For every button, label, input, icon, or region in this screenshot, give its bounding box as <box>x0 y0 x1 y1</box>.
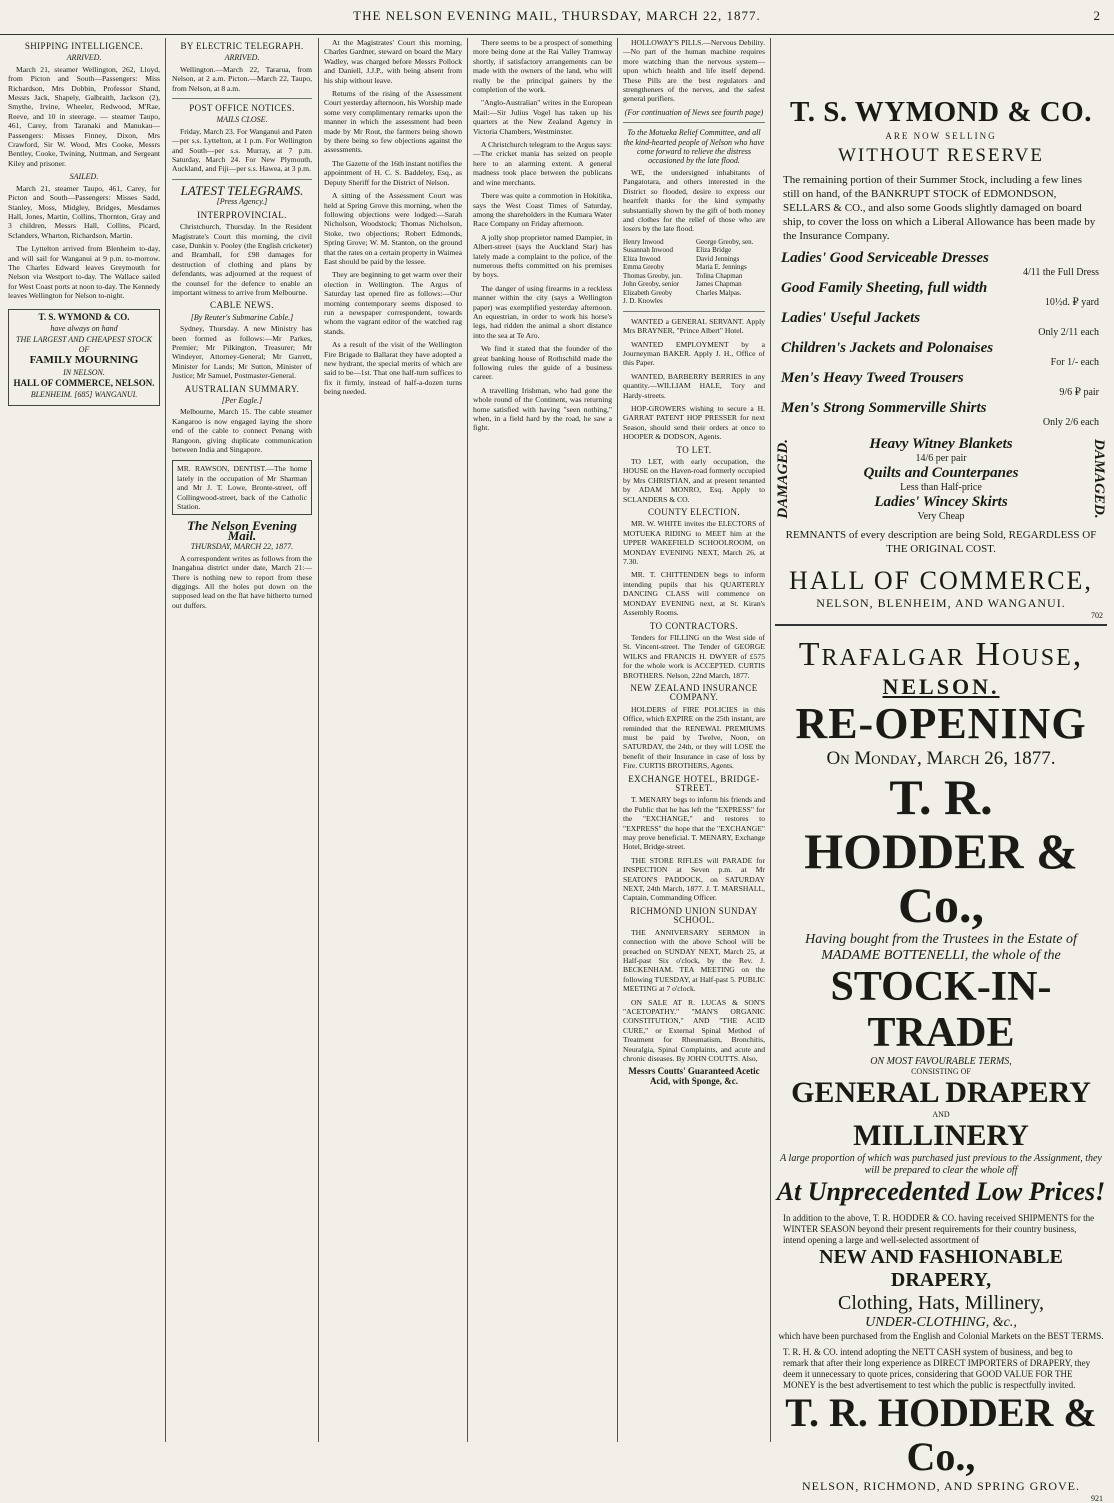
firm-name-footer: T. R. HODDER & Co., <box>785 1390 1097 1479</box>
news-paragraph: The danger of using firearms in a reckless manner within the city (says a Wellington paper) was exemplified yesterday afternoon. An equestrian, in order to work his horse's legs, had ridden the animal a short distance into the sea at Te Aro. <box>473 283 612 340</box>
shipping-heading: SHIPPING INTELLIGENCE. <box>24 41 144 51</box>
divider <box>623 122 765 123</box>
wymond-without-reserve: WITHOUT RESERVE <box>838 145 1044 166</box>
exchange-heading: EXCHANGE HOTEL, BRIDGE-STREET. <box>628 773 760 793</box>
sale-item-price: 9/6 ₽ pair <box>1059 387 1099 398</box>
column-telegraph <box>172 38 312 1442</box>
wymond-mourning-ad <box>8 309 160 406</box>
sale-item <box>775 399 1107 429</box>
column-rule <box>770 38 771 1442</box>
signatory-name: Emma Greoby <box>623 263 665 272</box>
damaged-label-right: DAMAGED. <box>1091 438 1107 519</box>
signatory-name: John Greoby, senior <box>623 280 680 289</box>
sale-item-name: Ladies' Good Serviceable Dresses <box>781 250 989 266</box>
relief-body: WE, the undersigned inhabitants of Pangatotara, and others interested in the District so flooded, desire to express our heartfelt thanks for the kind sympathy substantially shown by the gift of both money and clothes for the relief of those who are losers by the late flood. <box>623 167 765 234</box>
signatory-name: George Greoby, sen. <box>696 237 754 246</box>
richmond-text: THE ANNIVERSARY SERMON in connection with the above School will be preached on SUNDAY NEXT, March 25, at Half-past Six o'clock, by the Rev. J. BECKENHAM. TEA MEETING on the following TUESDAY, at Half-past 5. PUBLIC MEETING at 7 o'clock. <box>623 927 765 994</box>
sailed-text: March 21, steamer Taupo, 461, Carey, for Picton and South—Passengers: Misses Sadd, Stanley, Moss, Midgley, Bridges, Mesdames Hall, Jones, Martin, Collins, Thornton, Gray and 3 children, Messrs Hall, Collins, Picard, Sclanders, Wharton, Richardson, Martin. <box>8 183 160 240</box>
wanted-ad: WANTED EMPLOYMENT by a Journeyman BAKER. Apply J. H., Office of this Paper. <box>623 339 765 368</box>
signatory-name: Tolina Chapman <box>696 271 743 280</box>
news-paragraph: A sitting of the Assessment Court was held at Spring Grove this morning, when the following objections were lodged:—Sarah Nicholson, Woodstock; Thomas Nicholson, Stoke, two objections; Robert Edmonds, Spring Grove; W. M. Stanton, on the ground that the rates on a certain property in Waimea East should be paid by the lessee. <box>324 191 462 266</box>
wanted-ad: WANTED, BARBERRY BERRIES in any quantity.—WILLIAM HALE, Tory and Hardy-streets. <box>623 371 765 400</box>
news-paragraph: At the Magistrates' Court this morning, Charles Gardner, steward on board the Mary Wadley, was charged before Messrs Pollock and Daniell, J.J.P., with being absent from his ship without leave. <box>324 38 462 85</box>
damaged-label-left: DAMAGED. <box>775 438 791 519</box>
and-text: AND <box>932 1110 950 1119</box>
arrived-heading: ARRIVED. <box>66 53 102 63</box>
large-proportion: A large proportion of which was purchased just previous to the Assignment, they will be prepared to clear the whole off <box>780 1153 1102 1176</box>
arrived-heading: ARRIVED. <box>224 53 260 63</box>
county-text: MR. W. WHITE invites the ELECTORS of MOTUEKA RIDING to MEET him at the UPPER WAKEFIELD SCHOOLROOM, on MONDAY EVENING NEXT, March 26, at 7.30. <box>623 519 765 567</box>
signatory-name: Maria E. Jennings <box>696 263 747 272</box>
stock-in-trade: STOCK-IN-TRADE <box>830 964 1052 1056</box>
ad-footer: HALL OF COMMERCE, NELSON. <box>13 378 155 388</box>
remnants-text: REMNANTS of every description are being Sold, REGARDLESS OF THE ORIGINAL COST. <box>785 529 1097 555</box>
editorial-text: A correspondent writes as follows from the Inangahua district under date, March 21:—There is nothing new to report from these diggings. All the holes put down on the supposed lead on the flat have hitherto turned out duffers. <box>172 553 312 610</box>
ad-line: IN NELSON. <box>63 367 105 377</box>
trafalgar-house: Trafalgar House, <box>798 636 1084 673</box>
relief-heading: To the Motueka Relief Committee, and all the kind-hearted people of Nelson who have come forward to relieve the distress occasioned by the late flood. <box>623 128 765 166</box>
telegraph-heading: BY ELECTRIC TELEGRAPH. <box>180 41 304 51</box>
news-paragraph: We find it stated that the founder of the great banking house of Rothschild made the following rules the guide of a business career. <box>473 344 612 382</box>
signatory-name: David Jennings <box>696 254 740 263</box>
damaged-item-price: Less than Half-price <box>900 482 982 493</box>
masthead-title: THE NELSON EVENING MAIL, THURSDAY, MARCH 22, 1877. <box>353 8 761 23</box>
cable-heading: CABLE NEWS. <box>210 300 274 311</box>
trafalgar-nelson: NELSON. <box>882 674 1000 699</box>
signatory-name: Henry Inwood <box>623 237 664 246</box>
australian-text: Melbourne, March 15. The cable steamer Kangaroo is now engaged laying the shore end of the cable to connect Penang with Rangoon, giving duplicate communication between India and Singapore. <box>172 407 312 455</box>
signatory-name: Charles Malpas. <box>696 288 742 297</box>
arrived-text: March 21, steamer Wellington, 262, Lloyd, from Picton and South—Passengers: Miss Richardson, Mrs Dobbin, Professor Shand, Messrs Jack, Shapely, Galbraith, Jackson (2), Smythe, Irvine, Wheeler, Redwood, M'Rae, Reeve, and 10 in steerage. — steamer Taupo, 461, Carey, from Taranaki and Manukau—Passengers: Misses Finney, Dixon, Mrs Crawford, Sir W. Wood, Mrs Cooke, Messrs Bentley, Cooke, Twining, Nuttman, and Sergeant Kiley and prisoner. <box>8 64 160 168</box>
sale-item-price: 10½d. ₽ yard <box>1044 297 1099 308</box>
mails-heading: MAILS CLOSE. <box>216 115 268 125</box>
ad-headline: FAMILY MOURNING <box>29 354 139 367</box>
hopgrowers-ad: HOP-GROWERS wishing to secure a H. GARRAT PATENT HOP PRESSER for next Season, should send their orders at once to HOOPER & DODSON, Agents. <box>623 403 765 442</box>
general-drapery: GENERAL DRAPERY <box>791 1076 1091 1109</box>
consisting-text: CONSISTING OF <box>911 1067 971 1076</box>
news-paragraph: Returns of the rising of the Assessment Court yesterday afternoon, his Worship made some very complimentary remarks upon the manner in which the assessment had been made by Mr Rout, the farmers being shown by there being so few objections against the assessments. <box>324 89 462 155</box>
wymond-places: NELSON, BLENHEIM, AND WANGANUI. <box>816 596 1066 610</box>
damaged-items <box>792 435 1090 522</box>
sale-item <box>775 369 1107 399</box>
wymond-are-now: ARE NOW SELLING <box>885 131 997 141</box>
damaged-item-name: Quilts and Counterpanes <box>863 465 1019 481</box>
news-paragraph: A jolly shop proprietor named Dampier, in Albert-street (says the Auckland Star) has lately made a complaint to the police, of the numerous thefts committed on his premises by boys. <box>473 232 612 280</box>
news-paragraph: They are beginning to get warm over their election in Wellington. The Argus of Saturday last opened fire as follows:—Our morning contemporary seems disposed to run a newspaper correspondent, towards whom the vagrant editor of the watched rag stands. <box>324 270 462 336</box>
ad-number: 702 <box>1091 611 1103 620</box>
column-rule <box>165 38 166 1442</box>
wymond-items <box>775 249 1107 429</box>
interprovincial-text: Christchurch, Thursday. In the Resident Magistrate's Court this morning, the civil case, Dunkin v. Pooley (the English cricketer) and Bramhall, for £98 damages for destruction of clothing and plans by defendants, was adjourned at the request of the counsel for the defence to enable an important witness to arrive from Melbourne. <box>172 222 312 297</box>
sale-item <box>775 249 1107 279</box>
chittenden-ad: MR. T. CHITTENDEN begs to inform intending pupils that his QUARTERLY DANCING CLASS will commence on MONDAY EVENING next, at St. Kiran's Assembly Rooms. <box>623 570 765 618</box>
post-office-heading: POST OFFICE NOTICES. <box>189 103 295 114</box>
volunteer-notice: THE STORE RIFLES will PARADE for INSPECTION at Seven p.m. at Mr SEATON'S PADDOCK, on SATURDAY NEXT, 24th March, 1877. J. T. MARSHALL, Captain, Commanding Officer. <box>623 855 765 903</box>
column-notices <box>623 38 765 1442</box>
sale-item <box>775 279 1107 309</box>
damaged-item-name: Ladies' Wincey Skirts <box>874 494 1008 510</box>
masthead <box>0 0 1114 35</box>
cable-text: Sydney, Thursday. A new Ministry has been formed as follows:—Mr Parkes, Premier; Mr Pilkington, Treasurer; Mr Windeyer, Attorney-General; Mr Garrett, Minister for Lands; Mr Sutton, Minister of Justice; Mr Samuel, Postmaster-General. <box>172 324 312 381</box>
signatory-name: Eliza Bridge <box>696 246 732 255</box>
divider <box>775 624 1107 626</box>
cable-sub: [By Reuter's Submarine Cable.] <box>190 312 294 322</box>
new-drapery: NEW AND FASHIONABLE DRAPERY, <box>819 1246 1063 1291</box>
insurance-heading: NEW ZEALAND INSURANCE COMPANY. <box>630 682 758 703</box>
column-general-news <box>473 38 612 1442</box>
sailed-heading: SAILED. <box>69 172 99 182</box>
signatory-name: Thomas Greoby, jun. <box>623 271 683 280</box>
to-let-text: TO LET, with early occupation, the HOUSE on the Haven-road formerly occupied by Mrs CHRISTIAN, and at present tenanted by ADAM MONRO, Esq. Apply to SCLANDERS & CO. <box>623 457 765 504</box>
column-rule <box>467 38 468 1442</box>
rawson-ad <box>172 460 312 515</box>
reopening-heading: RE-OPENING <box>795 699 1087 748</box>
mails-text: Friday, March 23. For Wanganui and Paten—per s.s. Lyttelton, at 1 p.m. For Wellington and South—per s.s. Murray, at 7 p.m. Saturday, March 24. For New Plymouth, Auckland, and Fiji—per s.s. Hawea, at 3 p.m. <box>172 126 312 174</box>
column-local-news <box>324 38 462 1442</box>
news-paragraph: A Christchurch telegram to the Argus says:—The cricket mania has seized on people here to an alarming extent. A general madness took place between the publicans and wine merchants. <box>473 140 612 187</box>
display-ads <box>775 38 1107 1503</box>
continuation-note: (For continuation of News see fourth page) <box>624 107 764 117</box>
telegrams-heading: LATEST TELEGRAMS. <box>180 182 304 198</box>
reopening-date: On Monday, March 26, 1877. <box>826 748 1056 769</box>
bought-text: Having bought from the Trustees in the Estate of MADAME BOTTENELLI, the whole of the <box>805 932 1077 963</box>
news-paragraph: As a result of the visit of the Wellington Fire Brigade to Ballarat they have adopted a new hydrant, the special merits of which are said to be—1st. That one half-turn suffices to fix it firmly, instead of half-a-dozen turns being needed. <box>324 340 462 397</box>
firm-name: T. R. HODDER & Co., <box>804 769 1078 933</box>
sale-item-name: Good Family Sheeting, full width <box>781 280 988 296</box>
wanted-ad: WANTED a GENERAL SERVANT. Apply Mrs BRAYNER, "Prince Albert" Hotel. <box>623 316 765 336</box>
millinery: MILLINERY <box>853 1119 1029 1152</box>
ad-line: have always on hand <box>50 323 118 333</box>
sale-item-price: For 1/- each <box>1050 357 1099 368</box>
column-rule <box>617 38 618 1442</box>
rawson-text: MR. RAWSON, DENTIST.—The home lately in the occupation of Mr Sharman and Mr J. T. Lowe, Bronte-street, off Collingwood-street, back of the Catholic Station. <box>177 464 307 512</box>
wymond-intro: The remaining portion of their Summer Stock, including a few lines still on hand, of the BANKRUPT STOCK of EDMONDSON, SELLARS & CO., and also some Goods slightly damaged on board ship, to cover the loss on which a Liberal Allowance has been made by the Insurance Company. <box>783 174 1096 242</box>
contractors-heading: TO CONTRACTORS. <box>649 620 739 631</box>
signatory-name: Eliza Inwood <box>623 254 661 263</box>
firm-locations: NELSON, RICHMOND, AND SPRING GROVE. <box>801 1479 1081 1493</box>
hall-of-commerce: HALL OF COMMERCE, <box>789 566 1093 595</box>
australian-heading: AUSTRALIAN SUMMARY. <box>184 383 300 394</box>
sale-item-price: Only 2/11 each <box>1038 327 1099 338</box>
wymond-name: T. S. WYMOND & CO. <box>790 96 1092 128</box>
signatory-name: James Chapman <box>696 280 742 289</box>
shipping-news: The Lyttelton arrived from Blenheim to-day, and will sail for Wanganui at 9 p.m. to-morrow. The Charles Edward leaves Greymouth for Nelson via Westport to-day. The Wallace sailed for West Coast ports at noon to-day. The Kennedy leaves Wellington for Nelson to-night. <box>8 244 160 301</box>
page-number: 2 <box>1093 8 1100 23</box>
sale-item-name: Men's Heavy Tweed Trousers <box>781 370 964 386</box>
richmond-heading: RICHMOND UNION SUNDAY SCHOOL. <box>630 905 758 926</box>
divider <box>623 311 765 312</box>
interprovincial-heading: INTERPROVINCIAL. <box>197 209 287 220</box>
exchange-text: T. MENARY begs to inform his friends and the Public that he has left the "EXPRESS" for the "EXCHANGE," and restores to "EXPRESS" the hope that the "EXCHANGE" may prove beneficial. T. MENARY, Exchange Hotel, Bridge-street. <box>623 795 765 852</box>
holloway-ad: HOLLOWAY'S PILLS.—Nervous Debility.—No part of the human machine requires more watching than the nervous system—upon which health and life itself depend. These Pills are the best regulators and strengtheners of the nerves, and the safest general purifiers. <box>623 38 765 104</box>
damaged-item-name: Heavy Witney Blankets <box>869 436 1013 452</box>
news-paragraph: A travelling Irishman, who had gone the whole round of the Continent, was returning home satisfied with having "seen nothing," when, in a field hard by the road, he saw a fight. <box>473 385 612 433</box>
news-paragraph: The Gazette of the 16th instant notifies the appointment of H. C. S. Baddeley, Esq., as Deputy Sheriff for the District of Nelson. <box>324 158 462 187</box>
paper-nameplate: The Nelson Evening Mail. <box>187 518 297 543</box>
signatory-name: Elizabeth Greoby <box>623 288 673 297</box>
purchased-text: which have been purchased from the English and Colonial Markets on the BEST TERMS. <box>778 1331 1104 1341</box>
ad-title: T. S. WYMOND & CO. <box>38 311 130 322</box>
sale-item-name: Men's Strong Sommerville Shirts <box>781 400 987 416</box>
ad-number: 921 <box>1091 1494 1103 1503</box>
damaged-item-price: Very Cheap <box>917 511 965 522</box>
county-heading: COUNTY ELECTION. <box>647 507 741 518</box>
sale-item-name: Ladies' Useful Jackets <box>781 310 921 326</box>
divider <box>172 98 312 99</box>
nett-cash-text: T. R. H. & CO. intend adopting the NETT CASH system of business, and beg to remark that after their long experience as DIRECT IMPORTERS of DRAPERY, they deem it unnecessary to quote prices, considering that GOOD VALUE FOR THE MONEY is the best advertisement to test which the public is respectfully invited. <box>783 1347 1091 1390</box>
under-clothing: UNDER-CLOTHING, &c., <box>865 1315 1017 1330</box>
to-let-heading: TO LET. <box>676 444 712 455</box>
news-paragraph: There seems to be a prospect of something more being done at the Rai Valley Tramway shortly, if satisfactory arrangements can be made with the owners of the land, who will really be the principal gainers by the completion of the work. <box>473 38 612 95</box>
news-paragraph: There was quite a commotion in Hokitika, says the West Coast Times of Saturday, among the shareholders in the Kumara Water Race Company on Friday afternoon. <box>473 191 612 229</box>
sale-item <box>775 309 1107 339</box>
column-shipping <box>8 38 160 1442</box>
press-agency: [Press Agency.] <box>216 197 268 207</box>
clothing-line: Clothing, Hats, Millinery, <box>838 1292 1044 1314</box>
sale-item <box>775 339 1107 369</box>
damaged-block <box>775 435 1107 522</box>
signatories-list <box>623 238 765 306</box>
sale-text: ON SALE AT R. LUCAS & SON'S "ACETOPATHY." "MAN'S ORGANIC CONSTITUTION," AND "THE ACID CURE," or External Spinal Method of Treatment for Rheumatism, Bronchitis, Neuralgia, Spinal Complaints, and acute and chronic diseases. By JOHN COUTTS. Also, <box>623 997 765 1063</box>
coutts-line: Messrs Coutts' Guaranteed Acetic Acid, with Sponge, &c. <box>628 1066 760 1086</box>
damaged-item-price: 14/6 per pair <box>915 453 967 464</box>
ad-line: THE LARGEST AND CHEAPEST STOCK OF <box>16 335 152 354</box>
sale-item-price: 4/11 the Full Dress <box>1022 267 1099 278</box>
australian-sub: [Per Eagle.] <box>221 396 263 405</box>
sale-item-name: Children's Jackets and Polonaises <box>781 340 994 356</box>
unprecedented-prices: At Unprecedented Low Prices! <box>776 1177 1106 1206</box>
ad-places: BLENHEIM. [685] WANGANUI. <box>30 390 138 400</box>
terms-text: ON MOST FAVOURABLE TERMS, <box>870 1056 1012 1067</box>
signatory-name: Susannah Inwood <box>623 246 673 255</box>
arrived-text: Wellington.—March 22, Tararua, from Nelson, at 2 a.m. Picton.—March 22, Taupo, from Nelson, at 8 a.m. <box>172 64 312 93</box>
news-paragraph: "Anglo-Australian" writes in the European Mail:—Sir Julius Vogel has taken up his quarters at the New Zealand Agency in Victoria Chambers, Westminster. <box>473 98 612 136</box>
paper-date: THURSDAY, MARCH 22, 1877. <box>190 542 294 552</box>
column-rule <box>318 38 319 1442</box>
signatory-name: J. D. Knowles <box>623 297 663 306</box>
contractors-text: Tenders for FILLING on the West side of St. Vincent-street. The Tender of GEORGE WILKS and FRANCIS H. DWYER of £575 for the whole work is ACCEPTED. CURTIS BROTHERS. Nelson, 22nd March, 1877. <box>623 632 765 680</box>
insurance-text: HOLDERS of FIRE POLICIES in this Office, which EXPIRE on the 25th instant, are reminded that the RENEWAL PREMIUMS must be paid by Twelve, Noon, on SATURDAY, the 24th, or they will LOSE the benefit of their Insurance in case of loss by Fire. CURTIS BROTHERS, Agents. <box>623 704 765 771</box>
sale-item-price: Only 2/6 each <box>1042 417 1099 428</box>
addition-text: In addition to the above, T. R. HODDER & CO. having received SHIPMENTS for the WINTER SEASON beyond their present requirements for their country business, intend opening a large and well-selected assortment of <box>783 1213 1095 1245</box>
divider <box>172 179 312 180</box>
